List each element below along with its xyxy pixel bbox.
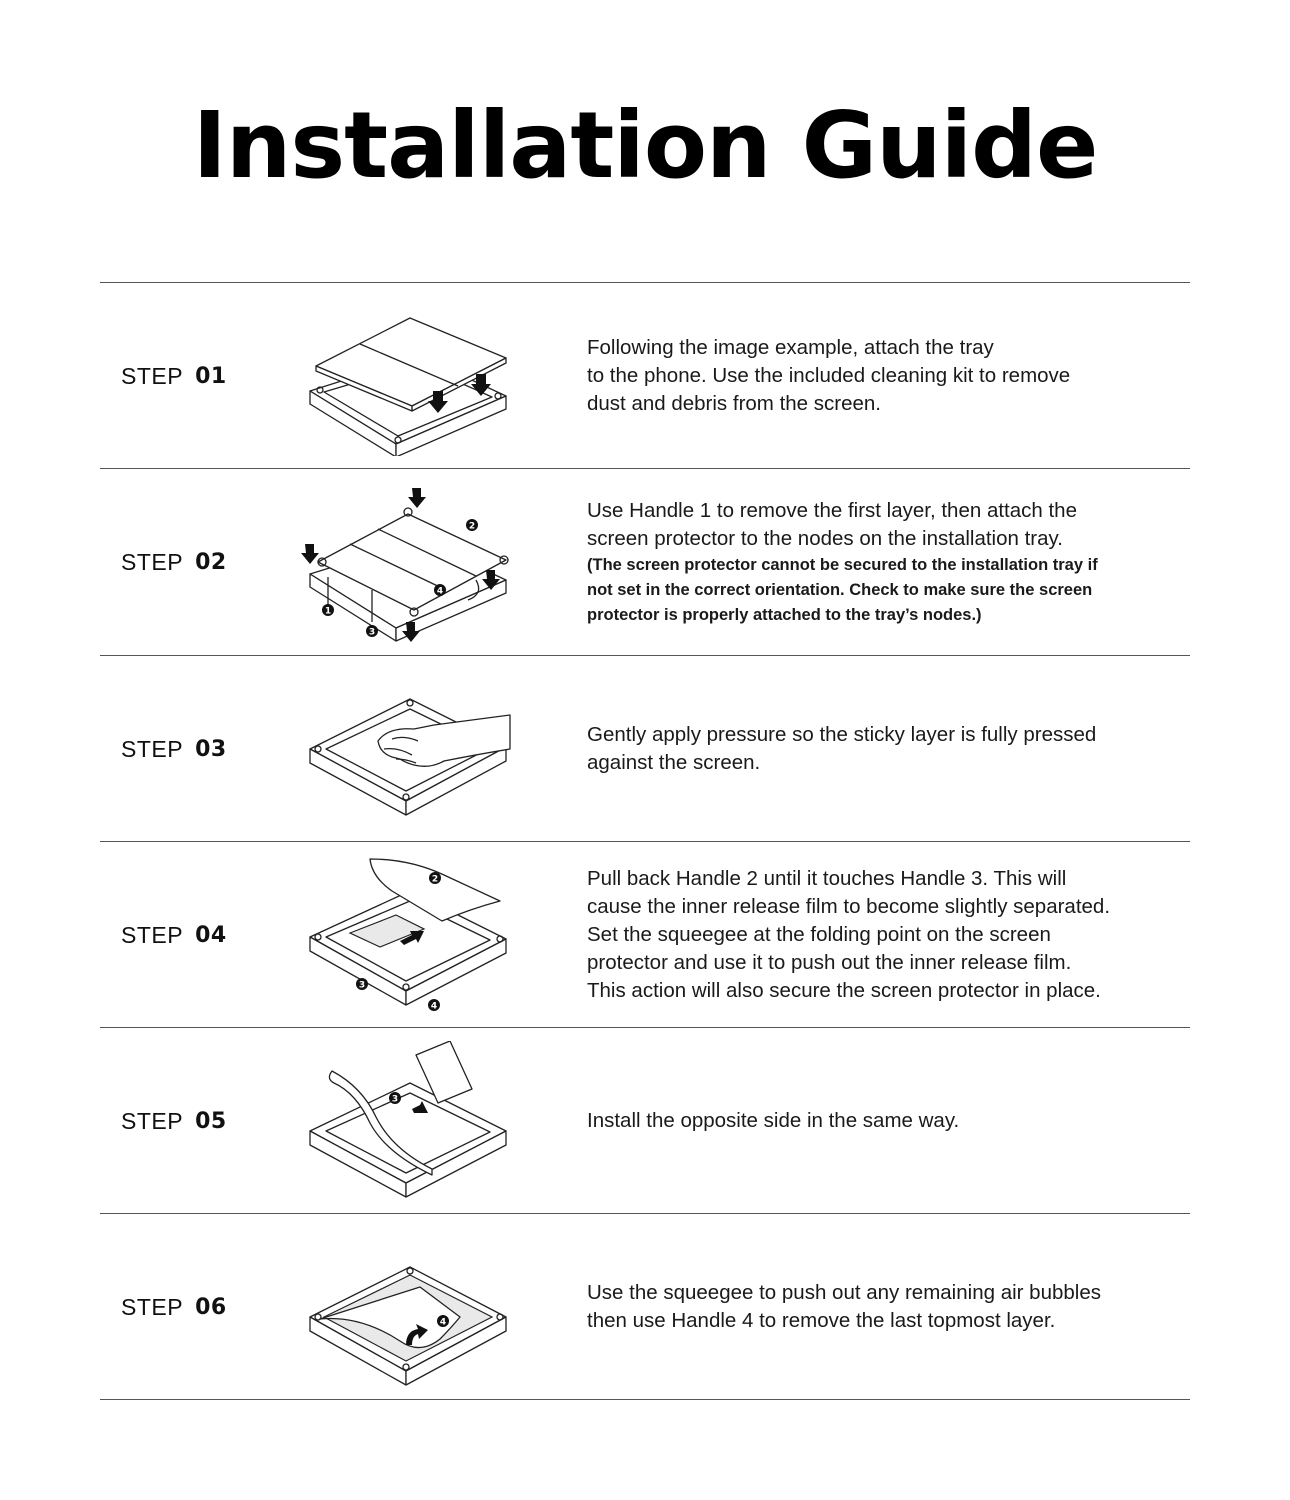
description-line: Use Handle 1 to remove the first layer, then attach the [587, 498, 1077, 522]
handle-badge: 4 [439, 1317, 447, 1328]
description-note: protector is properly attached to the tray’s nodes.) [587, 605, 982, 624]
step-prefix: STEP [121, 362, 184, 389]
description-note: (The screen protector cannot be secured to the installation tray if [587, 555, 1098, 574]
step-01-illustration [300, 296, 520, 456]
step-05 [100, 1028, 1190, 1214]
step-03 [100, 656, 1190, 842]
description-line: then use Handle 4 to remove the last topmost layer. [587, 1309, 1056, 1332]
handle-badge: 3 [358, 980, 366, 991]
step-description [587, 1214, 1177, 1400]
description-line: Install the opposite side in the same way. [587, 1109, 960, 1132]
step-number: 01 [195, 363, 227, 389]
description-line: Following the image example, attach the tray [587, 336, 994, 359]
step-prefix: STEP [121, 548, 184, 575]
step-04-illustration [300, 855, 520, 1015]
description-line: to the phone. Use the included cleaning kit to remove [587, 364, 1071, 387]
description-line: Pull back Handle 2 until it touches Handle 3. This will [587, 867, 1067, 890]
handle-badge: 2 [431, 874, 439, 885]
description-line: protector and use it to push out the inner release film. [587, 951, 1072, 974]
description-line: This action will also secure the screen protector in place. [587, 979, 1101, 1002]
step-prefix: STEP [121, 1107, 184, 1134]
step-label [121, 1028, 227, 1214]
step-label [121, 656, 227, 842]
step-01 [100, 283, 1190, 469]
step-description [587, 842, 1177, 1028]
description-line: Gently apply pressure so the sticky layer is fully pressed [587, 723, 1097, 746]
step-03-illustration [300, 669, 520, 829]
step-number: 06 [195, 1294, 227, 1320]
description-line: against the screen. [587, 751, 761, 774]
step-prefix: STEP [121, 1293, 184, 1320]
step-02-illustration [300, 482, 520, 642]
step-05-illustration [300, 1041, 520, 1201]
step-description [587, 1028, 1177, 1214]
description-line: dust and debris from the screen. [587, 392, 881, 415]
handle-badge: 4 [430, 1001, 438, 1012]
step-number: 04 [195, 922, 227, 948]
step-number: 03 [195, 736, 227, 762]
step-06 [100, 1214, 1190, 1400]
step-description [587, 283, 1177, 469]
description-line: Set the squeegee at the folding point on the screen [587, 923, 1051, 946]
description-note: not set in the correct orientation. Check to make sure the screen [587, 580, 1093, 599]
handle-badge: 1 [324, 606, 332, 617]
step-label [121, 842, 227, 1028]
description-line: screen protector to the nodes on the installation tray. [587, 526, 1063, 550]
handle-badge: 2 [468, 521, 476, 532]
step-prefix: STEP [121, 735, 184, 762]
step-label [121, 469, 227, 655]
step-prefix: STEP [121, 921, 184, 948]
step-06-illustration [300, 1227, 520, 1387]
handle-badge: 4 [436, 586, 444, 597]
step-label [121, 1214, 227, 1400]
step-02 [100, 469, 1190, 655]
step-number: 02 [195, 549, 227, 575]
step-description [587, 656, 1177, 842]
step-04 [100, 842, 1190, 1028]
step-label [121, 283, 227, 469]
handle-badge: 3 [391, 1094, 399, 1105]
description-line: cause the inner release film to become slightly separated. [587, 895, 1111, 918]
handle-badge: 3 [368, 627, 376, 638]
step-description [587, 469, 1177, 655]
description-line: Use the squeegee to push out any remaining air bubbles [587, 1281, 1101, 1304]
step-number: 05 [195, 1108, 227, 1134]
page-title: Installation Guide [192, 92, 1098, 199]
